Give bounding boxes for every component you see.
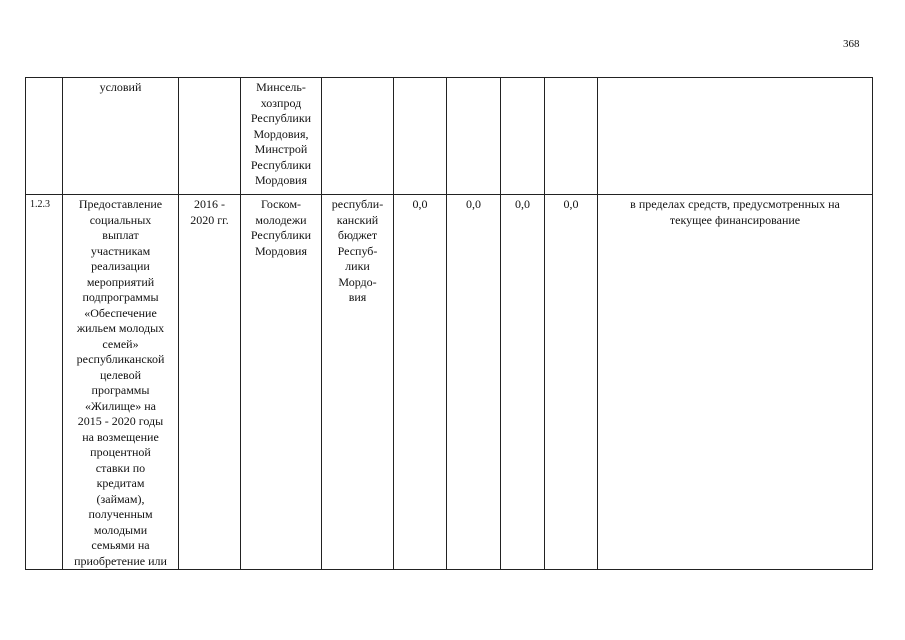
- executor-cell: Госком- молодежи Республики Мордовия: [241, 195, 322, 570]
- value-cell-4: [545, 78, 598, 195]
- value-cell-1: [394, 78, 447, 195]
- value-cell-2: [447, 78, 501, 195]
- value-cell-4: 0,0: [545, 195, 598, 570]
- program-table: [25, 77, 873, 570]
- table-row: [26, 78, 873, 195]
- period-cell: 2016 - 2020 гг.: [179, 195, 241, 570]
- table-row: [26, 195, 873, 570]
- note-cell: в пределах средств, предусмотренных на текущее финансирование: [598, 195, 873, 570]
- page-number: 368: [843, 38, 860, 50]
- value-cell-1: 0,0: [394, 195, 447, 570]
- funding-source-cell: республи- канский бюджет Респуб- лики Мордо- вия: [322, 195, 394, 570]
- row-number-cell: 1.2.3: [26, 195, 63, 570]
- value-cell-2: 0,0: [447, 195, 501, 570]
- row-number-cell: [26, 78, 63, 195]
- activity-name-cell: Предоставление социальных выплат участникам реализации мероприятий подпрограммы «Обеспечение жильем молодых семей» республиканской целевой программы «Жилище» на 2015 - 2020 годы на возмещение процентной ставки по кредитам (займам), полученным молодыми семьями на приобретение или: [63, 195, 179, 570]
- executor-cell: Минсель- хозпрод Республики Мордовия, Минстрой Республики Мордовия: [241, 78, 322, 195]
- value-cell-3: 0,0: [501, 195, 545, 570]
- note-cell: [598, 78, 873, 195]
- period-cell: [179, 78, 241, 195]
- activity-name-cell: условий: [63, 78, 179, 195]
- funding-source-cell: [322, 78, 394, 195]
- value-cell-3: [501, 78, 545, 195]
